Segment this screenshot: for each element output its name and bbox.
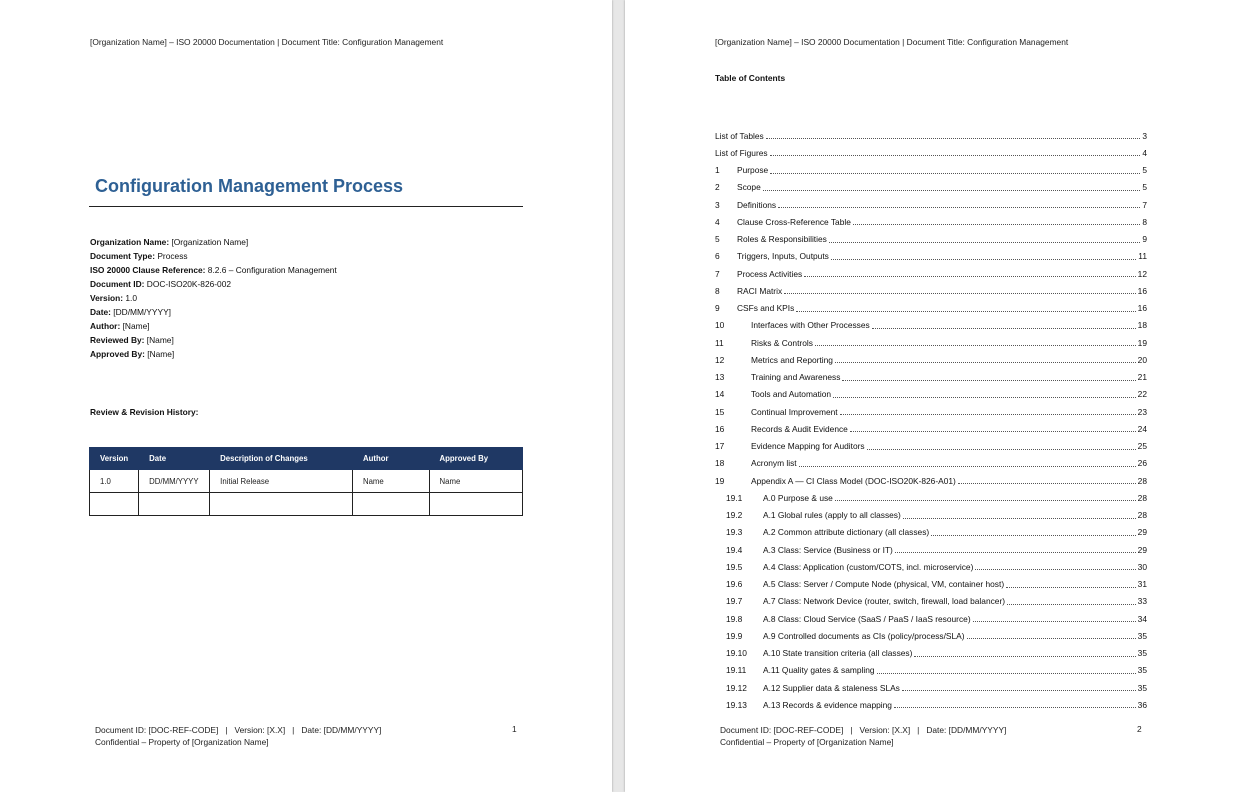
toc-entry-title[interactable]: Purpose	[737, 165, 769, 176]
toc-entry-title[interactable]: A.3 Class: Service (Business or IT)	[763, 544, 893, 555]
toc-entry-title[interactable]: Triggers, Inputs, Outputs	[737, 251, 829, 262]
toc-entry[interactable]	[715, 300, 1147, 317]
toc-entry[interactable]	[715, 455, 1147, 472]
toc-entry-number: 19.8	[726, 613, 743, 624]
document-page-2	[625, 0, 1237, 792]
toc-entry-number: 14	[715, 389, 725, 400]
metadata-row	[90, 347, 337, 361]
metadata-label: Organization Name:	[90, 237, 170, 247]
toc-dot-leader	[853, 224, 1140, 225]
toc-dot-leader	[872, 328, 1136, 329]
toc-entry-title[interactable]: Roles & Responsibilities	[737, 234, 827, 245]
toc-entry-page: 9	[1142, 234, 1147, 245]
toc-dot-leader	[867, 449, 1136, 450]
page-number: 1	[512, 724, 517, 734]
toc-entry-page: 30	[1137, 561, 1147, 572]
table-cell: DD/MM/YYYY	[139, 470, 210, 493]
toc-entry-title[interactable]: RACI Matrix	[737, 285, 783, 296]
toc-entry[interactable]	[715, 524, 1147, 541]
table-row	[90, 470, 523, 493]
toc-entry-title[interactable]: Training and Awareness	[751, 372, 841, 383]
toc-entry-title[interactable]: Risks & Controls	[751, 337, 813, 348]
column-header: Version	[90, 448, 139, 470]
toc-dot-leader	[894, 707, 1136, 708]
toc-entry-page: 31	[1137, 579, 1147, 590]
toc-entry-title[interactable]: Definitions	[737, 199, 777, 210]
metadata-label: Approved By:	[90, 349, 145, 359]
toc-entry-page: 23	[1137, 406, 1147, 417]
toc-entry-title[interactable]: A.10 State transition criteria (all classes)	[763, 648, 913, 659]
toc-entry[interactable]	[715, 369, 1147, 386]
toc-entry-title[interactable]: A.4 Class: Application (custom/COTS, incl. microservice)	[763, 561, 974, 572]
metadata-label: Date:	[90, 307, 111, 317]
toc-entry-number: 19.6	[726, 579, 743, 590]
table-cell: Initial Release	[210, 470, 353, 493]
toc-entry[interactable]	[715, 662, 1147, 679]
toc-entry-number: 19.11	[726, 665, 747, 676]
toc-entry[interactable]	[715, 334, 1147, 351]
toc-dot-leader	[766, 138, 1141, 139]
toc-dot-leader	[1006, 587, 1136, 588]
toc-entry-title[interactable]: A.2 Common attribute dictionary (all classes)	[763, 527, 930, 538]
toc-entry-title[interactable]: Process Activities	[737, 268, 803, 279]
toc-entry-title[interactable]: Evidence Mapping for Auditors	[751, 441, 865, 452]
toc-entry-title[interactable]: A.7 Class: Network Device (router, switch, firewall, load balancer)	[763, 596, 1006, 607]
toc-entry-page: 25	[1137, 441, 1147, 452]
toc-dot-leader	[842, 380, 1135, 381]
toc-entry-page: 18	[1137, 320, 1147, 331]
toc-entry-title[interactable]: Tools and Automation	[751, 389, 832, 400]
toc-entry-title[interactable]: A.12 Supplier data & staleness SLAs	[763, 682, 900, 693]
column-header: Approved By	[429, 448, 522, 470]
revision-history-heading: Review & Revision History:	[90, 407, 199, 417]
toc-dot-leader	[831, 259, 1136, 260]
toc-entry-title[interactable]: A.8 Class: Cloud Service (SaaS / PaaS / IaaS resource)	[763, 613, 971, 624]
toc-entry-number: 9	[715, 303, 720, 314]
document-title: Configuration Management Process	[95, 176, 404, 196]
toc-entry[interactable]	[715, 472, 1147, 489]
toc-entry-title[interactable]: A.0 Purpose & use	[763, 492, 833, 503]
toc-entry-number: 19	[715, 475, 725, 486]
toc-dot-leader	[967, 638, 1136, 639]
toc-entry-title[interactable]: Appendix A — CI Class Model (DOC-ISO20K-826-A01)	[751, 475, 956, 486]
toc-entry-title[interactable]: A.1 Global rules (apply to all classes)	[763, 510, 901, 521]
toc-entry-page: 36	[1137, 699, 1147, 710]
metadata-label: Version:	[90, 293, 124, 303]
metadata-value: [Name]	[122, 321, 150, 331]
toc-entry-number: 15	[715, 406, 725, 417]
toc-entry-page: 7	[1142, 199, 1147, 210]
toc-dot-leader	[975, 569, 1135, 570]
toc-entry-page: 33	[1137, 596, 1147, 607]
toc-entry-page: 5	[1142, 182, 1147, 193]
toc-dot-leader	[914, 656, 1135, 657]
toc-entry-page: 3	[1142, 130, 1147, 141]
toc-entry[interactable]	[715, 248, 1147, 265]
toc-dot-leader	[829, 242, 1140, 243]
revision-history-table	[89, 447, 523, 516]
footer-confidentiality: Confidential – Property of [Organization Name]	[95, 737, 269, 747]
metadata-value: 8.2.6 – Configuration Management	[207, 265, 337, 275]
toc-entry-number: 19.10	[726, 648, 747, 659]
toc-dot-leader	[835, 362, 1136, 363]
toc-heading: Table of Contents	[715, 73, 786, 83]
toc-entry[interactable]	[715, 610, 1147, 627]
toc-entry-page: 22	[1137, 389, 1147, 400]
metadata-row	[90, 277, 337, 291]
toc-entry-number: 5	[715, 234, 720, 245]
toc-entry[interactable]	[715, 558, 1147, 575]
toc-entry-number: 11	[715, 337, 724, 348]
metadata-value: 1.0	[125, 293, 138, 303]
toc-entry-title[interactable]: List of Tables	[715, 130, 764, 141]
toc-entry-number: 8	[715, 285, 720, 296]
page-header: [Organization Name] – ISO 20000 Documentation | Document Title: Configuration Management	[715, 37, 1069, 47]
toc-entry-page: 5	[1142, 165, 1147, 176]
toc-dot-leader	[833, 397, 1136, 398]
toc-entry-title[interactable]: CSFs and KPIs	[737, 303, 795, 314]
toc-dot-leader	[840, 414, 1136, 415]
toc-dot-leader	[770, 173, 1140, 174]
toc-entry-title[interactable]: List of Figures	[715, 147, 768, 158]
table-cell	[429, 493, 522, 516]
toc-dot-leader	[770, 155, 1141, 156]
toc-entry-number: 1	[715, 165, 720, 176]
metadata-row	[90, 319, 337, 333]
toc-entry[interactable]	[715, 541, 1147, 558]
metadata-row	[90, 235, 337, 249]
toc-entry-page: 34	[1137, 613, 1147, 624]
page-number: 2	[1137, 724, 1142, 734]
metadata-value: [DD/MM/YYYY]	[113, 307, 171, 317]
toc-entry-page: 8	[1142, 216, 1147, 227]
column-header: Author	[352, 448, 429, 470]
toc-dot-leader	[763, 190, 1141, 191]
metadata-label: Author:	[90, 321, 121, 331]
toc-entry-page: 11	[1138, 251, 1147, 262]
toc-entry-number: 7	[715, 268, 720, 279]
toc-dot-leader	[796, 311, 1135, 312]
metadata-value: [Name]	[147, 349, 175, 359]
toc-entry[interactable]	[715, 196, 1147, 213]
toc-entry[interactable]	[715, 438, 1147, 455]
table-cell: 1.0	[90, 470, 139, 493]
toc-entry[interactable]	[715, 179, 1147, 196]
metadata-value: [Name]	[146, 335, 174, 345]
toc-entry[interactable]	[715, 489, 1147, 506]
toc-entry-title[interactable]: Records & Audit Evidence	[751, 423, 848, 434]
metadata-value: DOC-ISO20K-826-002	[146, 279, 232, 289]
toc-entry[interactable]	[715, 645, 1147, 662]
toc-entry-page: 12	[1137, 268, 1147, 279]
toc-entry-title[interactable]: A.13 Records & evidence mapping	[763, 699, 892, 710]
toc-entry[interactable]	[715, 351, 1147, 368]
toc-entry-page: 26	[1137, 458, 1147, 469]
toc-entry[interactable]	[715, 127, 1147, 144]
toc-dot-leader	[799, 466, 1136, 467]
toc-entry[interactable]	[715, 627, 1147, 644]
toc-entry-page: 29	[1137, 544, 1147, 555]
toc-dot-leader	[804, 276, 1136, 277]
toc-entry-page: 35	[1137, 682, 1147, 693]
toc-entry-title[interactable]: Clause Cross-Reference Table	[737, 216, 851, 227]
toc-entry-title[interactable]: Scope	[737, 182, 761, 193]
toc-entry-number: 2	[715, 182, 720, 193]
toc-entry-title[interactable]: Metrics and Reporting	[751, 354, 833, 365]
toc-entry[interactable]	[715, 507, 1147, 524]
toc-entry[interactable]	[715, 213, 1147, 230]
toc-entry-number: 19.7	[726, 596, 743, 607]
toc-entry-page: 20	[1137, 354, 1147, 365]
metadata-row	[90, 333, 337, 347]
page-footer	[720, 724, 1006, 748]
toc-entry[interactable]	[715, 420, 1147, 437]
table-cell	[139, 493, 210, 516]
toc-entry-number: 17	[715, 441, 725, 452]
toc-entry-number: 10	[715, 320, 725, 331]
footer-document-info: Document ID: [DOC-REF-CODE] | Version: [X.X] | Date: [DD/MM/YYYY]	[95, 725, 382, 735]
column-header: Date	[139, 448, 210, 470]
toc-entry-number: 19.4	[726, 544, 743, 555]
toc-dot-leader	[902, 690, 1136, 691]
toc-entry-title[interactable]: A.11 Quality gates & sampling	[763, 665, 875, 676]
table-cell	[352, 493, 429, 516]
toc-entry-number: 19.9	[726, 630, 743, 641]
toc-dot-leader	[973, 621, 1136, 622]
toc-entry-number: 19.2	[726, 510, 743, 521]
toc-dot-leader	[835, 500, 1136, 501]
toc-dot-leader	[958, 483, 1136, 484]
table-of-contents	[715, 127, 1147, 714]
toc-entry-title[interactable]: Interfaces with Other Processes	[751, 320, 870, 331]
toc-entry-title[interactable]: A.9 Controlled documents as CIs (policy/process/SLA)	[763, 630, 965, 641]
toc-entry[interactable]	[715, 593, 1147, 610]
metadata-label: Document Type:	[90, 251, 155, 261]
toc-entry-page: 28	[1137, 475, 1147, 486]
metadata-row	[90, 263, 337, 277]
document-metadata	[90, 235, 337, 361]
metadata-label: Reviewed By:	[90, 335, 145, 345]
toc-entry-page: 28	[1137, 492, 1147, 503]
toc-entry-page: 35	[1137, 648, 1147, 659]
toc-dot-leader	[850, 431, 1136, 432]
metadata-value: Process	[157, 251, 188, 261]
metadata-value: [Organization Name]	[171, 237, 249, 247]
toc-entry-title[interactable]: Acronym list	[751, 458, 797, 469]
toc-entry[interactable]	[715, 282, 1147, 299]
toc-entry-page: 16	[1137, 303, 1147, 314]
toc-entry[interactable]	[715, 231, 1147, 248]
toc-entry-page: 4	[1142, 147, 1147, 158]
toc-entry-page: 24	[1137, 423, 1147, 434]
toc-entry-number: 3	[715, 199, 720, 210]
metadata-row	[90, 291, 337, 305]
toc-entry-page: 16	[1137, 285, 1147, 296]
toc-entry-title[interactable]: A.5 Class: Server / Compute Node (physical, VM, container host)	[763, 579, 1005, 590]
footer-confidentiality: Confidential – Property of [Organization Name]	[720, 737, 894, 747]
table-row	[90, 493, 523, 516]
toc-entry[interactable]	[715, 317, 1147, 334]
toc-entry[interactable]	[715, 403, 1147, 420]
table-cell: Name	[429, 470, 522, 493]
toc-entry[interactable]	[715, 386, 1147, 403]
toc-entry-page: 19	[1137, 337, 1147, 348]
toc-entry[interactable]	[715, 679, 1147, 696]
toc-entry-number: 16	[715, 423, 725, 434]
toc-dot-leader	[815, 345, 1136, 346]
table-header-row	[90, 448, 523, 470]
toc-entry-number: 6	[715, 251, 720, 262]
toc-entry-title[interactable]: Continual Improvement	[751, 406, 838, 417]
toc-entry-number: 19.3	[726, 527, 743, 538]
toc-entry-page: 35	[1137, 630, 1147, 641]
page-footer	[95, 724, 381, 748]
toc-dot-leader	[784, 293, 1136, 294]
toc-entry-number: 19.1	[726, 492, 743, 503]
toc-entry-page: 21	[1137, 372, 1147, 383]
toc-entry-number: 19.5	[726, 561, 743, 572]
page-header: [Organization Name] – ISO 20000 Documentation | Document Title: Configuration Management	[90, 37, 444, 47]
toc-entry-number: 12	[715, 354, 725, 365]
table-cell	[90, 493, 139, 516]
table-cell: Name	[352, 470, 429, 493]
toc-entry-number: 18	[715, 458, 725, 469]
toc-entry[interactable]	[715, 696, 1147, 713]
toc-dot-leader	[895, 552, 1136, 553]
toc-entry[interactable]	[715, 576, 1147, 593]
table-cell	[210, 493, 353, 516]
toc-entry-page: 28	[1137, 510, 1147, 521]
toc-entry[interactable]	[715, 265, 1147, 282]
column-header: Description of Changes	[210, 448, 353, 470]
toc-dot-leader	[1007, 604, 1136, 605]
toc-dot-leader	[778, 207, 1140, 208]
footer-document-info: Document ID: [DOC-REF-CODE] | Version: [X.X] | Date: [DD/MM/YYYY]	[720, 725, 1007, 735]
toc-entry-number: 19.13	[726, 699, 747, 710]
toc-entry-number: 19.12	[726, 682, 747, 693]
metadata-row	[90, 305, 337, 319]
toc-entry-number: 4	[715, 216, 720, 227]
toc-entry[interactable]	[715, 144, 1147, 161]
metadata-label: Document ID:	[90, 279, 145, 289]
toc-entry-page: 35	[1137, 665, 1147, 676]
toc-entry-number: 13	[715, 372, 725, 383]
toc-entry-page: 29	[1137, 527, 1147, 538]
toc-entry[interactable]	[715, 162, 1147, 179]
document-page-1	[0, 0, 612, 792]
metadata-label: ISO 20000 Clause Reference:	[90, 265, 206, 275]
metadata-row	[90, 249, 337, 263]
title-divider	[89, 206, 523, 207]
toc-dot-leader	[931, 535, 1136, 536]
toc-dot-leader	[877, 673, 1136, 674]
toc-dot-leader	[903, 518, 1136, 519]
